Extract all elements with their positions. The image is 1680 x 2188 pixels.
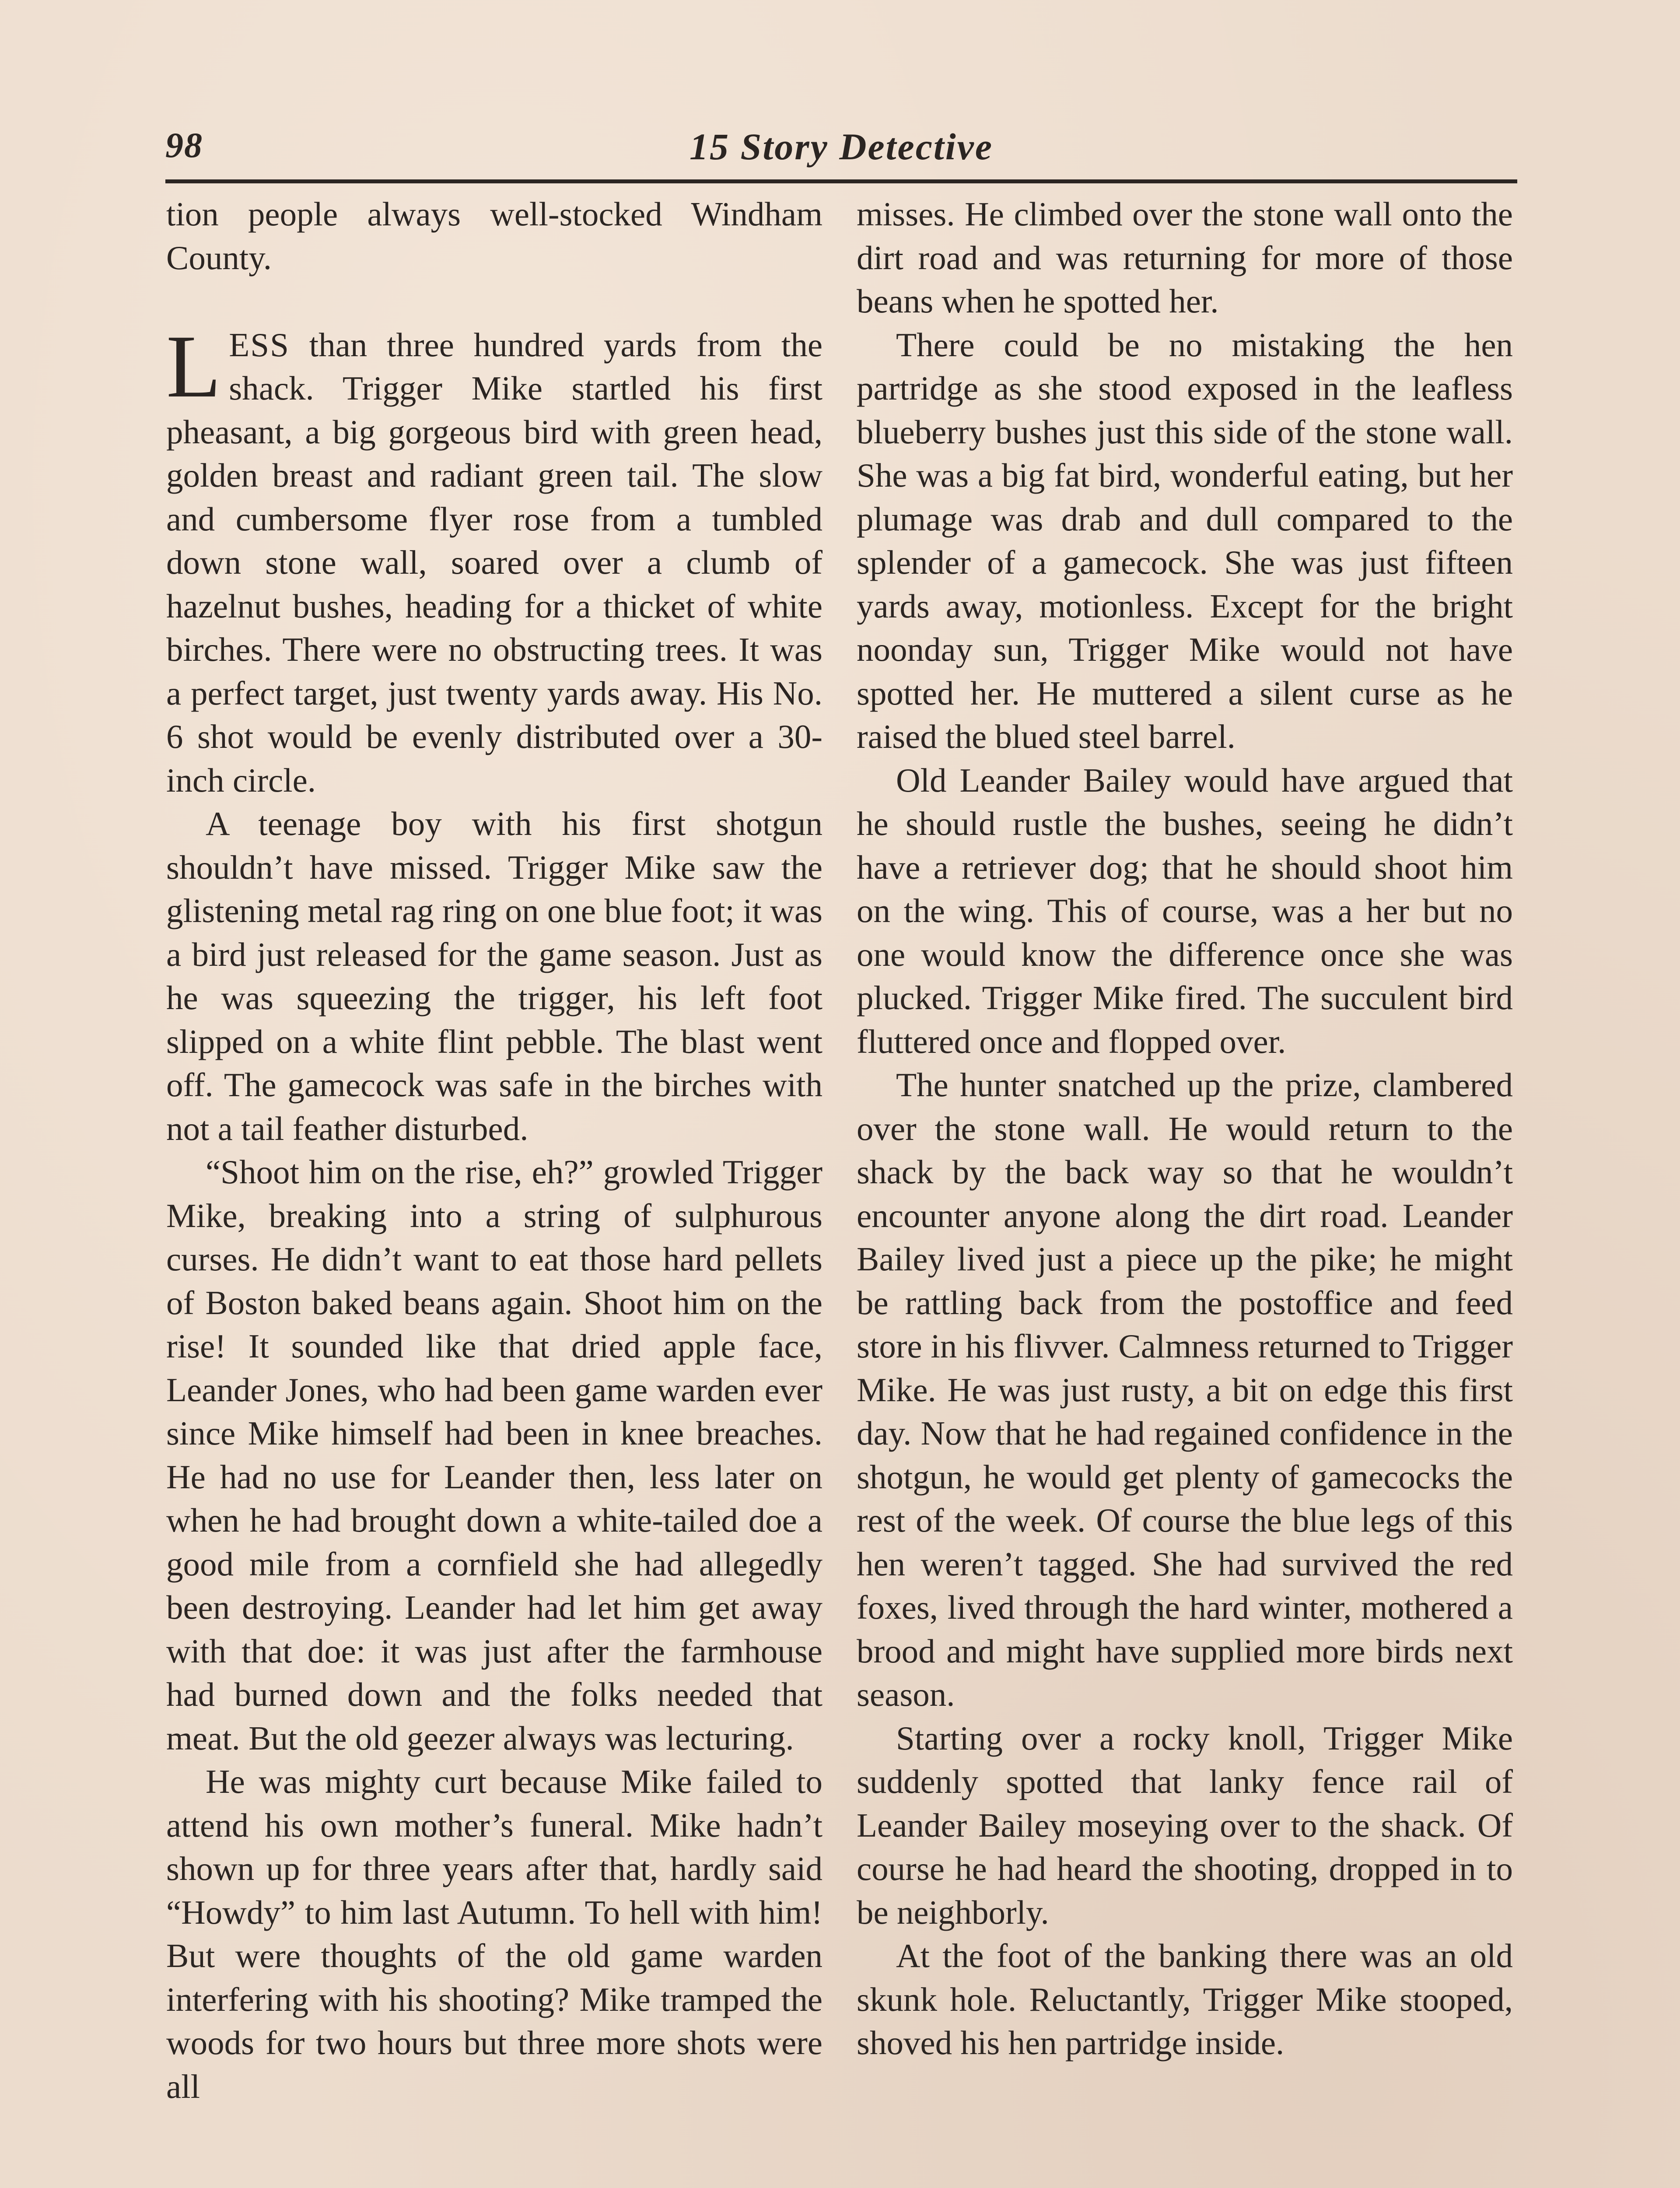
- paragraph: At the foot of the banking there was an old skunk hole. Reluctantly, Trigger Mike stooped, shoved his hen partridge inside.: [857, 1937, 1513, 2062]
- opening-small-caps: ESS: [229, 326, 290, 364]
- page-header: [165, 125, 1517, 177]
- paragraph: “Shoot him on the rise, eh?” growled Trigger Mike, breaking into a string of sulphurous curses. He didn’t want to eat those hard pellets of Boston baked beans again. Shoot him on the rise! It sounded like that dried apple face, Leander Jones, who had been game warden ever since Mike himself had been in knee breaches. He had no use for Leander then, less later on when he had brought down a white-tailed doe a good mile from a cornfield she had allegedly been destroying. Leander had let him get away with that doe: it was just after the farmhouse had burned down and the folks needed that meat. But the old geezer always was lecturing.: [166, 1153, 822, 1757]
- drop-cap: L: [166, 316, 221, 416]
- paragraph: tion people always well-stocked Windham County.: [166, 195, 822, 277]
- paragraph: A teenage boy with his first shotgun shouldn’t have missed. Trigger Mike saw the glistening metal rag ring on one blue foot; it was a bird just released for the game season. Just as he was squeezing the trigger, his left foot slipped on a white flint pebble. The blast went off. The gamecock was safe in the birches with not a tail feather disturbed.: [166, 805, 822, 1147]
- paragraph-text: than three hundred yards from the shack. Trigger Mike startled his first pheasant, a big gorgeous bird with green head, golden breast and radiant green tail. The slow and cumbersome flyer rose from a tumbled down stone wall, soared over a clumb of hazelnut bushes, heading for a thicket of white birches. There were no obstructing trees. It was a perfect target, just twenty yards away. His No. 6 shot would be evenly distributed over a 30-inch circle.: [166, 326, 822, 799]
- header-rule: [165, 179, 1517, 183]
- paragraph: There could be no mistaking the hen partridge as she stood exposed in the leafless blueberry bushes just this side of the stone wall. She was a big fat bird, wonderful eating, but her plumage was drab and dull compared to the splender of a gamecock. She was just fifteen yards away, motionless. Except for the bright noonday sun, Trigger Mike would not have spotted her. He muttered a silent curse as he raised the blued steel barrel.: [857, 326, 1513, 755]
- running-title: 15 Story Detective: [689, 126, 993, 168]
- page-number: 98: [165, 125, 203, 165]
- paragraph: He was mighty curt because Mike failed to attend his own mother’s funeral. Mike hadn’t shown up for three years after that, hardly said “Howdy” to him last Autumn. To hell with him! But were thoughts of the old game warden interfering with his shooting? Mike tramped the woods for two hours but three more shots were all: [166, 1763, 822, 2105]
- paragraph: Old Leander Bailey would have argued that he should rustle the bushes, seeing he didn’t have a retriever dog; that he should shoot him on the wing. This of course, was a her but no one would know the difference once she was plucked. Trigger Mike fired. The succulent bird fluttered once and flopped over.: [857, 761, 1513, 1060]
- text-column-left: [166, 193, 822, 2108]
- paragraph: Starting over a rocky knoll, Trigger Mike suddenly spotted that lanky fence rail of Leander Bailey moseying over to the shack. Of course he had heard the shooting, dropped in to be neighborly.: [857, 1719, 1513, 1931]
- paragraph: The hunter snatched up the prize, clambered over the stone wall. He would return to the shack by the back way so that he wouldn’t encounter anyone along the dirt road. Leander Bailey lived just a piece up the pike; he might be rattling back from the postoffice and feed store in his flivver. Calmness returned to Trigger Mike. He was just rusty, a bit on edge this first day. Now that he had regained confidence in the shotgun, he would get plenty of gamecocks the rest of the week. Of course the blue legs of this hen weren’t tagged. She had survived the red foxes, lived through the hard winter, mothered a brood and might have supplied more birds next season.: [857, 1066, 1513, 1713]
- text-column-right: [857, 193, 1513, 2065]
- section-opening-paragraph: [166, 316, 822, 803]
- paragraph: misses. He climbed over the stone wall onto the dirt road and was returning for more of those beans when he spotted her.: [857, 195, 1513, 320]
